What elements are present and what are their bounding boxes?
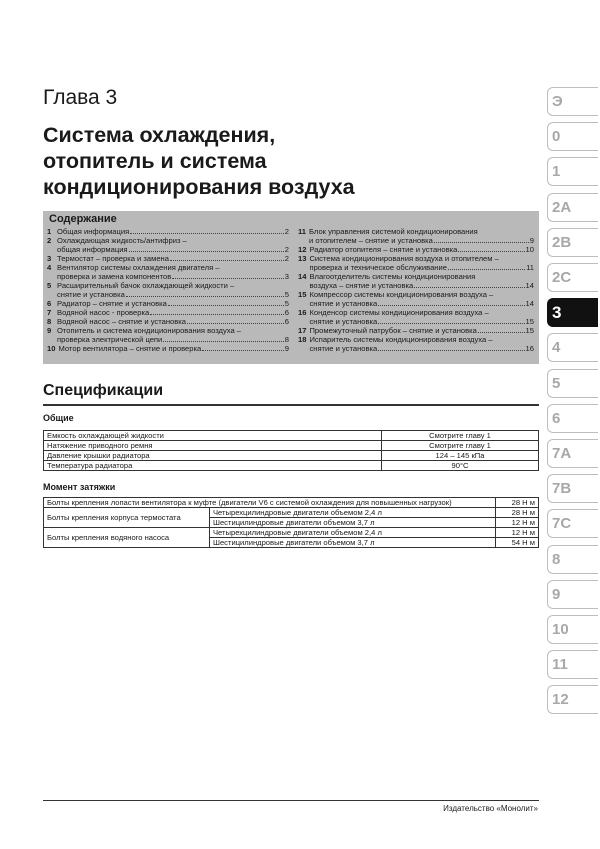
spec-label: Натяжение приводного ремня bbox=[44, 441, 382, 451]
chapter-tab-1[interactable]: 1 bbox=[547, 157, 598, 186]
chapter-label: Глава 3 bbox=[43, 86, 118, 109]
toc-entry-title: воздуха – снятие и установка bbox=[309, 281, 414, 290]
toc-entry bbox=[47, 236, 289, 254]
toc-entry-number: 13 bbox=[298, 254, 307, 263]
chapter-tab-11[interactable]: 11 bbox=[547, 650, 598, 679]
toc-leader bbox=[378, 344, 524, 351]
toc-entry-title: Радиатор отопителя – снятие и установка bbox=[309, 245, 458, 254]
spec-label: Температура радиатора bbox=[44, 461, 382, 471]
toc-page-number: 5 bbox=[284, 290, 289, 299]
spec-label: Давление крышки радиатора bbox=[44, 451, 382, 461]
engine-type: Четырехцилиндровые двигатели объемом 2,4 л bbox=[210, 528, 496, 538]
torque-value: 12 Н м bbox=[496, 518, 539, 528]
general-specs-table bbox=[43, 430, 539, 471]
toc-entry-title: и отопителем – снятие и установка bbox=[309, 236, 433, 245]
toc-page-number: 6 bbox=[284, 308, 289, 317]
toc-entry-title: Вентилятор системы охлаждения двигателя – bbox=[57, 263, 220, 272]
toc-leader bbox=[378, 299, 524, 306]
toc-entry-number: 4 bbox=[47, 263, 52, 272]
engine-type: Шестицилиндровые двигатели объемом 3,7 л bbox=[210, 518, 496, 528]
toc-leader bbox=[130, 227, 284, 234]
toc-page-number: 16 bbox=[525, 344, 534, 353]
toc-entry-title: Промежуточный патрубок – снятие и установка bbox=[309, 326, 477, 335]
torque-value: 54 Н м bbox=[496, 538, 539, 548]
chapter-tab-6[interactable]: 6 bbox=[547, 404, 598, 433]
toc-page-number: 6 bbox=[284, 317, 289, 326]
toc-entry-number: 9 bbox=[47, 326, 52, 335]
toc-entry-title: снятие и установка bbox=[309, 299, 378, 308]
toc-entry-number: 15 bbox=[298, 290, 307, 299]
spec-label: Емкость охлаждающей жидкости bbox=[44, 431, 382, 441]
toc-entry-title: проверка электрической цепи bbox=[57, 335, 163, 344]
toc-page-number: 14 bbox=[525, 299, 534, 308]
toc-entry-number: 12 bbox=[298, 245, 307, 254]
table-of-contents bbox=[43, 211, 539, 364]
toc-entry bbox=[47, 326, 289, 344]
torque-value: 12 Н м bbox=[496, 528, 539, 538]
toc-entry-title: Испаритель системы кондиционирования воздуха – bbox=[309, 335, 493, 344]
publisher-name: Издательство «Монолит» bbox=[443, 804, 538, 813]
toc-entry-title: Общая информация bbox=[57, 227, 130, 236]
toc-entry-title: снятие и установка bbox=[309, 344, 378, 353]
toc-entry-title: Отопитель и система кондиционирования воздуха – bbox=[57, 326, 242, 335]
chapter-tab-8[interactable]: 8 bbox=[547, 545, 598, 574]
toc-page-number: 8 bbox=[284, 335, 289, 344]
toc-heading: Содержание bbox=[49, 213, 117, 225]
toc-leader bbox=[478, 326, 525, 333]
toc-entry-number: 6 bbox=[47, 299, 52, 308]
toc-entry-title: Система кондиционирования воздуха и отопителем – bbox=[309, 254, 499, 263]
toc-page-number: 15 bbox=[525, 317, 534, 326]
toc-entry-title: Влагоотделитель системы кондиционирования bbox=[309, 272, 476, 281]
specifications-heading: Спецификации bbox=[43, 382, 164, 399]
chapter-tab-5[interactable]: 5 bbox=[547, 369, 598, 398]
toc-entry bbox=[298, 245, 534, 254]
toc-entry-title: Блок управления системой кондиционирования bbox=[309, 227, 478, 236]
toc-entry bbox=[47, 308, 289, 317]
spec-value: Смотрите главу 1 bbox=[382, 441, 539, 451]
toc-entry-title: Водяной насос – снятие и установка bbox=[57, 317, 186, 326]
toc-entry-number: 8 bbox=[47, 317, 52, 326]
torque-heading: Момент затяжки bbox=[43, 482, 116, 492]
table-row bbox=[44, 461, 539, 471]
engine-type: Четырехцилиндровые двигатели объемом 2,4 л bbox=[210, 508, 496, 518]
toc-entry bbox=[47, 281, 289, 299]
toc-leader bbox=[170, 254, 284, 261]
toc-leader bbox=[150, 308, 284, 315]
toc-column-right bbox=[298, 227, 534, 353]
toc-page-number: 11 bbox=[526, 263, 534, 272]
chapter-tab-12[interactable]: 12 bbox=[547, 685, 598, 714]
chapter-tab-2b[interactable]: 2B bbox=[547, 228, 598, 257]
toc-page-number: 14 bbox=[525, 281, 534, 290]
toc-entry bbox=[298, 272, 534, 290]
table-row bbox=[44, 441, 539, 451]
toc-entry bbox=[47, 299, 289, 308]
title-line: Система охлаждения, bbox=[43, 123, 276, 147]
toc-entry-number: 2 bbox=[47, 236, 52, 245]
toc-leader bbox=[163, 335, 283, 342]
toc-entry-number: 18 bbox=[298, 335, 307, 344]
toc-entry bbox=[47, 344, 289, 353]
torque-label: Болты крепления лопасти вентилятора к муфте (двигатели V6 с системой охлаждения для повышенных нагрузок) bbox=[44, 498, 496, 508]
toc-leader bbox=[434, 236, 529, 243]
toc-leader bbox=[458, 245, 524, 252]
toc-entry-title: проверка и замена компонентов bbox=[57, 272, 172, 281]
toc-entry-title: снятие и установка bbox=[309, 317, 378, 326]
toc-entry-title: Охлаждающая жидкость/антифриз – bbox=[57, 236, 187, 245]
toc-entry bbox=[298, 290, 534, 308]
toc-entry bbox=[47, 254, 289, 263]
toc-page-number: 15 bbox=[525, 326, 534, 335]
general-heading: Общие bbox=[43, 413, 74, 423]
chapter-tab-2a[interactable]: 2A bbox=[547, 193, 598, 222]
toc-entry-number: 17 bbox=[298, 326, 307, 335]
toc-entry-title: Конденсор системы кондиционирования воздуха – bbox=[309, 308, 489, 317]
toc-entry-title: снятие и установка bbox=[57, 290, 125, 299]
toc-page-number: 9 bbox=[529, 236, 534, 245]
toc-leader bbox=[172, 272, 284, 279]
toc-leader bbox=[202, 344, 284, 351]
chapter-tab-э[interactable]: Э bbox=[547, 87, 598, 116]
toc-leader bbox=[129, 245, 284, 252]
spec-value: Смотрите главу 1 bbox=[382, 431, 539, 441]
toc-entry-title: Компрессор системы кондиционирования воздуха – bbox=[309, 290, 494, 299]
toc-entry bbox=[47, 263, 289, 281]
toc-entry bbox=[298, 308, 534, 326]
toc-entry-number: 16 bbox=[298, 308, 307, 317]
chapter-title bbox=[43, 122, 355, 200]
engine-type: Шестицилиндровые двигатели объемом 3,7 л bbox=[210, 538, 496, 548]
toc-entry-number: 5 bbox=[47, 281, 52, 290]
toc-leader bbox=[126, 290, 284, 297]
toc-entry bbox=[298, 227, 534, 245]
table-row bbox=[44, 451, 539, 461]
toc-entry-number: 7 bbox=[47, 308, 52, 317]
toc-page-number: 2 bbox=[284, 245, 289, 254]
spec-value: 124 – 145 кПа bbox=[382, 451, 539, 461]
toc-page-number: 2 bbox=[284, 227, 289, 236]
chapter-tab-7c[interactable]: 7C bbox=[547, 509, 598, 538]
toc-entry-title: Радиатор – снятие и установка bbox=[57, 299, 167, 308]
toc-entry-number: 11 bbox=[298, 227, 307, 236]
toc-page-number: 9 bbox=[284, 344, 289, 353]
toc-entry-title: Термостат – проверка и замена bbox=[57, 254, 169, 263]
chapter-tab-0[interactable]: 0 bbox=[547, 122, 598, 151]
toc-page-number: 5 bbox=[284, 299, 289, 308]
title-line: кондиционирования воздуха bbox=[43, 175, 355, 199]
toc-entry-number: 10 bbox=[47, 344, 56, 353]
toc-entry bbox=[47, 227, 289, 236]
table-row bbox=[44, 508, 539, 518]
torque-label: Болты крепления водяного насоса bbox=[44, 528, 210, 548]
toc-page-number: 3 bbox=[284, 272, 289, 281]
chapter-tab-10[interactable]: 10 bbox=[547, 615, 598, 644]
footer-divider bbox=[43, 800, 539, 801]
toc-leader bbox=[187, 317, 284, 324]
chapter-tab-9[interactable]: 9 bbox=[547, 580, 598, 609]
toc-entry-title: общая информация bbox=[57, 245, 128, 254]
chapter-tab-3[interactable]: 3 bbox=[547, 298, 598, 327]
table-row bbox=[44, 528, 539, 538]
chapter-tab-7b[interactable]: 7B bbox=[547, 474, 598, 503]
toc-leader bbox=[378, 317, 524, 324]
torque-table bbox=[43, 497, 539, 548]
toc-entry-number: 14 bbox=[298, 272, 307, 281]
toc-entry bbox=[298, 254, 534, 272]
torque-value: 28 Н м bbox=[496, 498, 539, 508]
toc-column-left bbox=[47, 227, 289, 353]
toc-page-number: 2 bbox=[284, 254, 289, 263]
toc-page-number: 10 bbox=[525, 245, 534, 254]
torque-value: 28 Н м bbox=[496, 508, 539, 518]
toc-entry bbox=[298, 326, 534, 335]
chapter-tab-7a[interactable]: 7A bbox=[547, 439, 598, 468]
title-line: отопитель и система bbox=[43, 149, 267, 173]
section-divider bbox=[43, 404, 539, 406]
torque-label: Болты крепления корпуса термостата bbox=[44, 508, 210, 528]
toc-entry bbox=[47, 317, 289, 326]
toc-leader bbox=[414, 281, 524, 288]
toc-entry bbox=[298, 335, 534, 353]
toc-leader bbox=[168, 299, 284, 306]
spec-value: 90°С bbox=[382, 461, 539, 471]
chapter-tab-4[interactable]: 4 bbox=[547, 333, 598, 362]
toc-leader bbox=[448, 263, 525, 270]
toc-entry-title: проверка и техническое обслуживание bbox=[309, 263, 447, 272]
table-row bbox=[44, 498, 539, 508]
toc-entry-title: Мотор вентилятора – снятие и проверка bbox=[58, 344, 202, 353]
table-row bbox=[44, 431, 539, 441]
toc-entry-number: 3 bbox=[47, 254, 52, 263]
toc-entry-title: Расширительный бачок охлаждающей жидкости – bbox=[57, 281, 235, 290]
toc-entry-title: Водяной насос - проверка bbox=[57, 308, 150, 317]
chapter-tab-2c[interactable]: 2C bbox=[547, 263, 598, 292]
toc-entry-number: 1 bbox=[47, 227, 52, 236]
